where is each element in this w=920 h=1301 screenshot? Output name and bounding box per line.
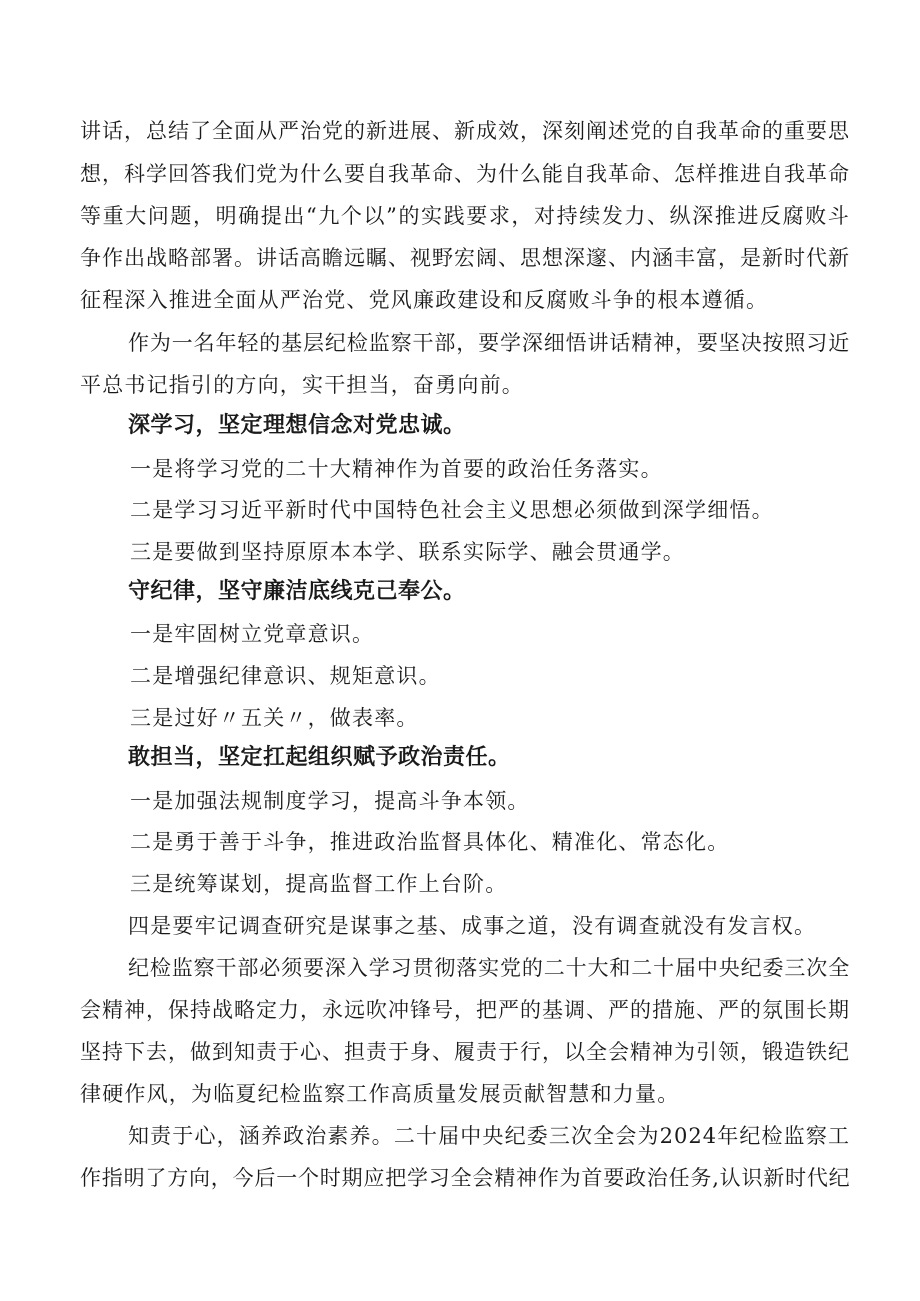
paragraph-1-line-1: 讲话，总结了全面从严治党的新进展、新成效，深刻阐述党的自我革命的重要思 [80, 119, 850, 143]
section-2-item-1: 一是牢固树立党章意识。 [130, 622, 375, 646]
section-1-item-2: 二是学习习近平新时代中国特色社会主义思想必须做到深学细悟。 [130, 498, 774, 522]
paragraph-1-line-5: 征程深入推进全面从严治党、党风廉政建设和反腐败斗争的根本遵循。 [80, 288, 769, 312]
section-1-item-1: 一是将学习党的二十大精神作为首要的政治任务落实。 [130, 457, 663, 481]
paragraph-2-line-1: 作为一名年轻的基层纪检监察干部，要学深细悟讲话精神，要坚决按照习近 [128, 331, 850, 355]
paragraph-4-line-2: 作指明了方向，今后一个时期应把学习全会精神作为首要政治任务,认识新时代纪 [80, 1166, 851, 1190]
paragraph-3-line-1: 纪检监察干部必须要深入学习贯彻落实党的二十大和二十届中央纪委三次全 [128, 956, 850, 980]
paragraph-1-line-4: 争作出战略部署。讲话高瞻远瞩、视野宏阔、思想深邃、内涵丰富，是新时代新 [80, 246, 850, 270]
paragraph-1-line-2: 想，科学回答我们党为什么要自我革命、为什么能自我革命、怎样推进自我革命 [80, 162, 850, 186]
section-3-item-2: 二是勇于善于斗争，推进政治监督具体化、精准化、常态化。 [130, 830, 730, 854]
section-3-heading: 敢担当，坚定扛起组织赋予政治责任。 [128, 745, 511, 770]
paragraph-2-line-2: 平总书记指引的方向，实干担当，奋勇向前。 [80, 373, 524, 397]
section-2-heading: 守纪律，坚守廉洁底线克己奉公。 [128, 579, 466, 604]
paragraph-4-line-1: 知责于心，涵养政治素养。二十届中央纪委三次全会为2024年纪检监察工 [128, 1124, 850, 1148]
section-2-item-2: 二是增强纪律意识、规矩意识。 [130, 664, 441, 688]
section-3-item-3: 三是统筹谋划，提高监督工作上台阶。 [130, 872, 508, 896]
paragraph-3-line-2: 会精神，保持战略定力，永远吹冲锋号，把严的基调、严的措施、严的氛围长期 [80, 998, 850, 1022]
paragraph-3-line-4: 律硬作风，为临夏纪检监察工作高质量发展贡献智慧和力量。 [80, 1082, 680, 1106]
section-2-item-3: 三是过好〃五关〃，做表率。 [130, 706, 419, 730]
section-3-item-4: 四是要牢记调查研究是谋事之基、成事之道，没有调查就没有发言权。 [128, 914, 817, 938]
section-1-item-3: 三是要做到坚持原原本本学、联系实际学、融会贯通学。 [130, 540, 685, 564]
section-1-heading: 深学习，坚定理想信念对党忠诚。 [128, 413, 466, 438]
paragraph-1-line-3: 等重大问题，明确提出“九个以”的实践要求，对持续发力、纵深推进反腐败斗 [80, 204, 850, 228]
section-3-item-1: 一是加强法规制度学习，提高斗争本领。 [130, 789, 530, 813]
paragraph-3-line-3: 坚持下去，做到知责于心、担责于身、履责于行，以全会精神为引领，锻造铁纪 [80, 1040, 850, 1064]
